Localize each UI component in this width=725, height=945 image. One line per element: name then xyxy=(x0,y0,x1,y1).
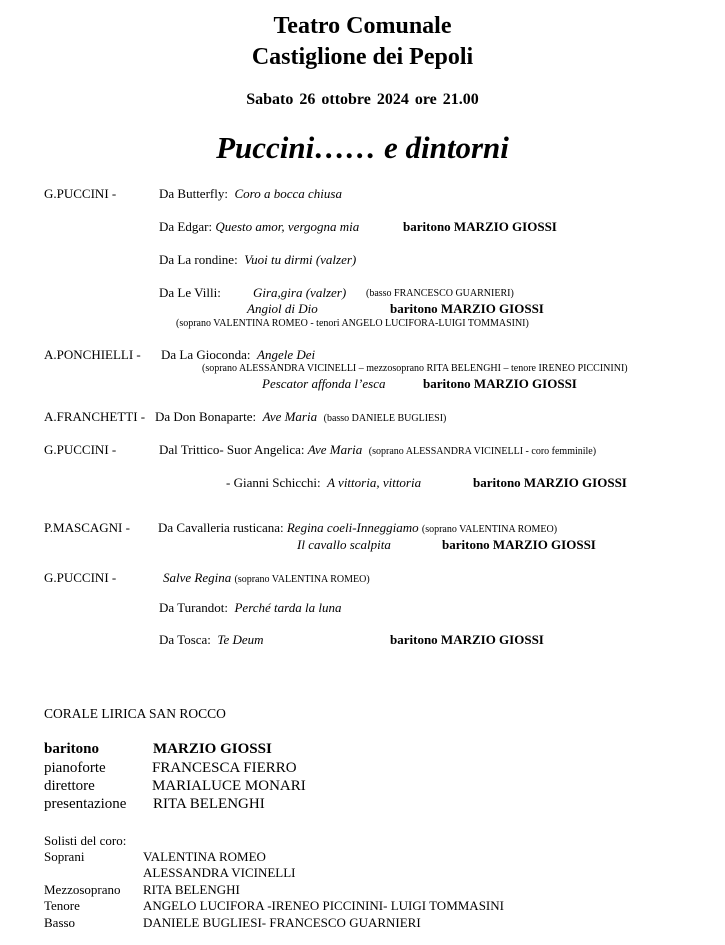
aria-title: Gira,gira (valzer) xyxy=(253,285,347,300)
aria-title: Angele Dei xyxy=(257,347,316,362)
composer-label: A.FRANCHETTI - xyxy=(44,409,146,424)
event-date: Sabato 26 ottobre 2024 ore 21.00 xyxy=(246,91,479,108)
opera-source: Da Turandot: xyxy=(159,600,228,615)
performer-note: (soprano VALENTINA ROMEO) xyxy=(234,574,370,585)
performer-note: (soprano VALENTINA ROMEO - tenori ANGELO LUCIFORA-LUIGI TOMMASINI) xyxy=(176,318,529,329)
performer: baritono MARZIO GIOSSI xyxy=(442,537,596,552)
soloist-names: RITA BELENGHI xyxy=(143,882,240,897)
opera-source: Da La rondine: xyxy=(159,252,238,267)
performer: baritono MARZIO GIOSSI xyxy=(390,301,544,316)
soloist-names: VALENTINA ROMEO xyxy=(143,849,266,864)
show-title: Puccini…… e dintorni xyxy=(216,130,509,165)
program-item xyxy=(159,443,596,457)
performer: baritono MARZIO GIOSSI xyxy=(473,475,627,490)
aria-title: Salve Regina xyxy=(163,570,232,585)
opera-source: Dal Trittico- Suor Angelica: xyxy=(159,442,305,457)
program-item xyxy=(158,521,557,535)
soloist-role: Soprani xyxy=(44,849,85,864)
aria-title: Ave Maria xyxy=(307,442,363,457)
composer-label: G.PUCCINI - xyxy=(44,186,117,201)
opera-source: Da Tosca: xyxy=(159,632,211,647)
program-item xyxy=(155,410,446,424)
composer-label: G.PUCCINI - xyxy=(44,442,117,457)
town-title: Castiglione dei Pepoli xyxy=(251,44,474,70)
credit-name: MARZIO GIOSSI xyxy=(153,741,272,757)
aria-title: Vuoi tu dirmi (valzer) xyxy=(244,252,357,267)
opera-source: Da Cavalleria rusticana: xyxy=(158,520,284,535)
soloists-heading: Solisti del coro: xyxy=(44,833,127,848)
soloist-names: DANIELE BUGLIESI- FRANCESCO GUARNIERI xyxy=(143,915,421,930)
composer-label: A.PONCHIELLI - xyxy=(44,347,141,362)
aria-title: Ave Maria xyxy=(262,409,318,424)
venue-title: Teatro Comunale xyxy=(273,13,452,39)
performer-note: (basso FRANCESCO GUARNIERI) xyxy=(366,288,514,299)
composer-label: P.MASCAGNI - xyxy=(44,520,130,535)
opera-source: Da Edgar: xyxy=(159,219,213,234)
program-item xyxy=(163,571,370,585)
credit-role: direttore xyxy=(44,778,95,794)
aria-title: A vittoria, vittoria xyxy=(327,475,422,490)
opera-source: Da Butterfly: xyxy=(159,186,228,201)
soloist-names: ALESSANDRA VICINELLI xyxy=(143,865,296,880)
aria-title: Regina coeli-Inneggiamo xyxy=(286,520,419,535)
program-item xyxy=(159,253,356,266)
program-item xyxy=(159,601,341,614)
aria-title: Il cavallo scalpita xyxy=(297,537,391,552)
program-item xyxy=(159,220,359,233)
aria-title: Coro a bocca chiusa xyxy=(234,186,342,201)
aria-title: Angiol di Dio xyxy=(247,301,318,316)
aria-title: Perché tarda la luna xyxy=(234,600,342,615)
soloist-role: Mezzosoprano xyxy=(44,882,121,897)
program-item xyxy=(226,476,421,489)
program-item xyxy=(159,633,264,646)
performer-note: (soprano ALESSANDRA VICINELLI – mezzosoprano RITA BELENGHI – tenore IRENEO PICCININI) xyxy=(202,363,628,374)
credit-role: pianoforte xyxy=(44,760,106,776)
aria-title: Pescator affonda l’esca xyxy=(262,376,386,391)
soloist-role: Basso xyxy=(44,915,76,930)
program-item xyxy=(161,348,315,361)
opera-source: Da La Gioconda: xyxy=(161,347,251,362)
soloist-role: Tenore xyxy=(44,898,80,913)
credit-name: FRANCESCA FIERRO xyxy=(152,760,297,776)
performer-note: (soprano ALESSANDRA VICINELLI - coro femminile) xyxy=(368,446,597,457)
performer: baritono MARZIO GIOSSI xyxy=(390,632,544,647)
aria-title: Te Deum xyxy=(217,632,264,647)
credit-name: MARIALUCE MONARI xyxy=(152,778,306,794)
aria-title: Questo amor, vergogna mia xyxy=(215,219,360,234)
composer-label: G.PUCCINI - xyxy=(44,570,117,585)
performer-note: (basso DANIELE BUGLIESI) xyxy=(323,413,447,424)
credit-role: presentazione xyxy=(44,796,127,812)
opera-source: Da Don Bonaparte: xyxy=(155,409,257,424)
credit-role: baritono xyxy=(44,741,100,757)
performer: baritono MARZIO GIOSSI xyxy=(423,376,577,391)
credit-name: RITA BELENGHI xyxy=(153,796,265,812)
performer: baritono MARZIO GIOSSI xyxy=(403,219,557,234)
opera-source: Da Le Villi: xyxy=(159,285,221,300)
choir-name: CORALE LIRICA SAN ROCCO xyxy=(44,706,226,721)
performer-note: (soprano VALENTINA ROMEO) xyxy=(421,524,558,535)
opera-source: - Gianni Schicchi: xyxy=(226,475,321,490)
soloist-names: ANGELO LUCIFORA -IRENEO PICCININI- LUIGI TOMMASINI xyxy=(143,898,504,913)
program-item xyxy=(159,187,342,200)
